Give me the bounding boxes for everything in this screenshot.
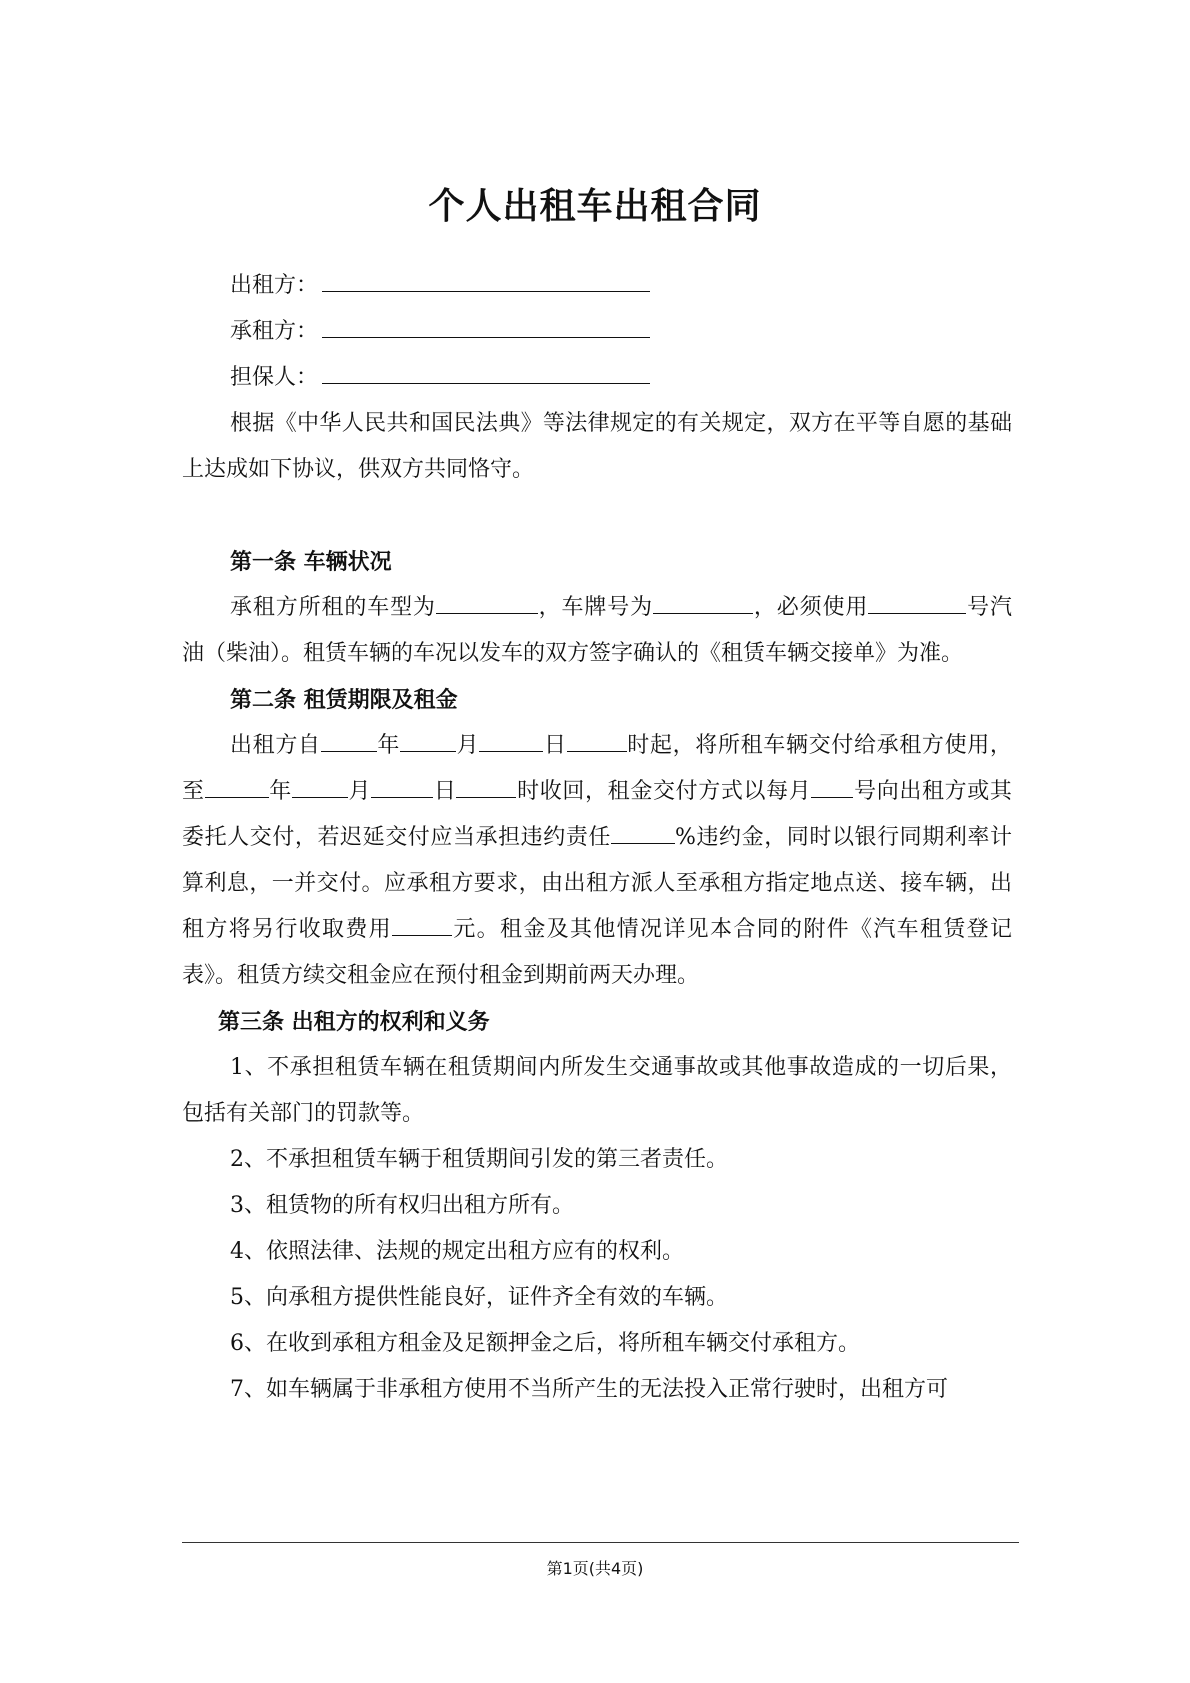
- delivery-fee-blank[interactable]: [392, 913, 452, 936]
- article2-text-12: 元。租金及其他情况详见本合同的附件《汽车租赁登记表》。租赁方续交租金应在预付租金到期前两天办理。: [182, 917, 1012, 988]
- party-lessor-label: 出租方：: [230, 273, 319, 298]
- article2-text-2: 年: [376, 733, 400, 758]
- document-title: 个人出租车出租合同: [428, 185, 762, 227]
- article3-item-5: 5、向承租方提供性能良好，证件齐全有效的车辆。: [230, 1285, 728, 1310]
- plate-number-blank[interactable]: [653, 591, 753, 614]
- article2-text-3: 月: [455, 733, 480, 758]
- article3-item-3: 3、租赁物的所有权归出租方所有。: [230, 1193, 574, 1218]
- start-month-blank[interactable]: [400, 729, 456, 752]
- lessee-blank[interactable]: [322, 315, 650, 338]
- article2-heading: 第二条 租赁期限及租金: [230, 687, 458, 713]
- article3-item-2: 2、不承担租赁车辆于租赁期间引发的第三者责任。: [230, 1147, 728, 1172]
- article3-item-6: 6、在收到承租方租金及足额押金之后，将所租车辆交付承租方。: [230, 1331, 860, 1356]
- start-year-blank[interactable]: [321, 729, 377, 752]
- car-model-blank[interactable]: [436, 591, 538, 614]
- lessor-blank[interactable]: [322, 269, 650, 292]
- article2-text-6: 年: [268, 779, 292, 804]
- page-number: 第1页(共4页): [546, 1559, 644, 1578]
- party-lessee: [182, 309, 1012, 355]
- fuel-grade-blank[interactable]: [868, 591, 966, 614]
- document-body: [182, 263, 1012, 1413]
- article1-text-4: 号汽油（柴油）。租赁车辆的车况以发车的双方签字确认的《租赁车辆交接单》为准。: [182, 595, 1012, 666]
- article2-text-1: 出租方自: [230, 733, 321, 758]
- party-lessee-label: 承租方：: [230, 319, 319, 344]
- start-hour-blank[interactable]: [567, 729, 627, 752]
- party-guarantor-label: 担保人：: [230, 365, 319, 390]
- article2-text-5: 时起，将所租车辆交付给承租方使用，至: [182, 733, 1012, 804]
- article2-text-9: 时收回，租金交付方式以每月: [516, 779, 812, 804]
- end-month-blank[interactable]: [292, 775, 348, 798]
- article2-text-11: %违约金，同时以银行同期利率计算利息，一并交付。应承租方要求，由出租方派人至承租方指定地点送、接车辆，出租方将另行收取费用: [182, 825, 1012, 942]
- article3-item-7: 7、如车辆属于非承租方使用不当所产生的无法投入正常行驶时，出租方可: [230, 1377, 948, 1402]
- penalty-rate-blank[interactable]: [611, 821, 675, 844]
- article2-paragraph: [182, 723, 1012, 999]
- spacer: [182, 493, 1012, 539]
- article3-heading: 第三条 出租方的权利和义务: [218, 1009, 490, 1035]
- guarantor-blank[interactable]: [322, 361, 650, 384]
- start-day-blank[interactable]: [479, 729, 543, 752]
- end-hour-blank[interactable]: [456, 775, 516, 798]
- article1-text-2: ，车牌号为: [537, 595, 654, 620]
- intro-paragraph: 根据《中华人民共和国民法典》等法律规定的有关规定，双方在平等自愿的基础上达成如下协议，供双方共同恪守。: [182, 411, 1012, 482]
- party-guarantor: [182, 355, 1012, 401]
- footer-divider: [182, 1542, 1019, 1543]
- article1-paragraph: [182, 585, 1012, 677]
- article2-text-7: 月: [347, 779, 372, 804]
- article1-heading: 第一条 车辆状况: [230, 549, 392, 575]
- article3-item-4: 4、依照法律、法规的规定出租方应有的权利。: [230, 1239, 684, 1264]
- end-year-blank[interactable]: [205, 775, 269, 798]
- article2-text-4: 日: [543, 733, 567, 758]
- article1-text-1: 承租方所租的车型为: [230, 595, 436, 620]
- end-day-blank[interactable]: [371, 775, 433, 798]
- article3-item-1: 1、不承担租赁车辆在租赁期间内所发生交通事故或其他事故造成的一切后果，包括有关部门的罚款等。: [182, 1055, 1012, 1126]
- article2-text-8: 日: [433, 779, 457, 804]
- pay-day-blank[interactable]: [811, 775, 853, 798]
- article2-text-10: 号向出租方或其委托人交付，若迟延交付应当承担违约责任: [182, 779, 1012, 850]
- party-lessor: [182, 263, 1012, 309]
- article1-text-3: ，必须使用: [753, 595, 869, 620]
